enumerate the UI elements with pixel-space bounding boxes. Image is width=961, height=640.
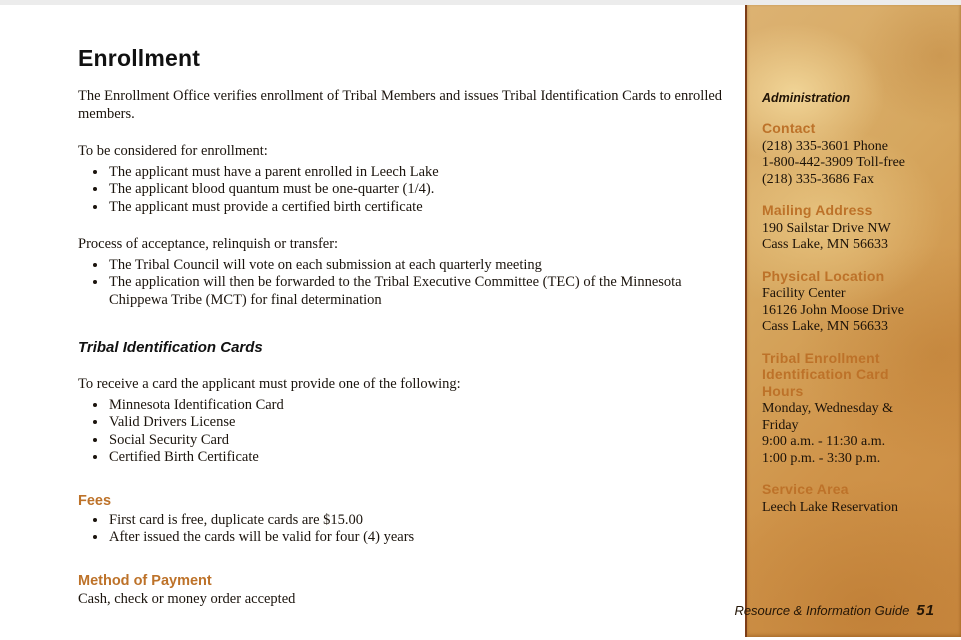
bullet-item: • The application will then be forwarded to the Tribal Executive Committee (TEC) of the Minnesota Chippewa Tribe (MCT) for final determination: [108, 274, 736, 309]
sidebar-info-block: [762, 268, 933, 336]
list-intro: To receive a card the applicant must provide one of the following:: [78, 376, 461, 392]
sidebar-line: (218) 335-3601 Phone: [762, 138, 888, 154]
sidebar-line: 190 Sailstar Drive NW: [762, 220, 891, 236]
list-block: [78, 376, 736, 467]
paragraph-block: [78, 88, 736, 123]
sidebar-heading: Contact: [762, 120, 816, 136]
sidebar-heading: Tribal Enrollment Identification Card Hours: [762, 349, 889, 399]
paragraph: The Enrollment Office verifies enrollment of Tribal Members and issues Tribal Identification Cards to enrolled members.: [78, 88, 723, 122]
sidebar-info-block: [762, 120, 933, 188]
bullet-list: [78, 164, 736, 217]
bullet-item: • The applicant blood quantum must be one-quarter (1/4).: [108, 181, 736, 199]
sidebar-blocks: [762, 120, 933, 516]
orange-list-block: [78, 493, 736, 547]
info-sidebar: [734, 5, 961, 637]
sidebar-line: 16126 John Moose Drive: [762, 302, 904, 318]
section-heading: Fees: [78, 492, 112, 509]
main-content-blocks: [78, 88, 736, 608]
sidebar-info-block: [762, 350, 933, 468]
bullet-item: • Minnesota Identification Card: [108, 397, 736, 415]
bullet-item: • First card is free, duplicate cards are $15.00: [108, 512, 736, 530]
sidebar-line: Facility Center: [762, 286, 846, 301]
bullet-item: • Valid Drivers License: [108, 414, 736, 432]
sidebar-info-block: [762, 481, 933, 516]
list-block: [78, 143, 736, 216]
bullet-item: • The applicant must have a parent enrolled in Leech Lake: [108, 164, 736, 182]
sidebar-heading: Physical Location: [762, 267, 885, 284]
list-block: [78, 236, 736, 309]
guide-title: Resource & Information Guide: [734, 603, 910, 618]
bullet-list: [78, 512, 736, 547]
orange-para-block: [78, 573, 736, 609]
section-subheading: Tribal Identification Cards: [78, 339, 263, 356]
bullet-item: • Certified Birth Certificate: [108, 449, 736, 467]
bullet-item: • The Tribal Council will vote on each submission at each quarterly meeting: [108, 257, 736, 275]
sidebar-department-label: Administration: [762, 91, 851, 105]
page-number: 51: [916, 602, 935, 619]
sidebar-line: 1-800-442-3909 Toll-free: [762, 155, 906, 170]
main-content: [78, 46, 736, 608]
bullet-item: • The applicant must provide a certified birth certificate: [108, 199, 736, 217]
sidebar-footer: [734, 602, 935, 619]
paragraph: Cash, check or money order accepted: [78, 590, 296, 607]
page-title: Enrollment: [78, 45, 201, 71]
sidebar-heading: Service Area: [762, 481, 849, 497]
sidebar-line: Monday, Wednesday & Friday: [762, 401, 894, 433]
bullet-item: • After issued the cards will be valid for four (4) years: [108, 529, 736, 547]
sidebar-line: Leech Lake Reservation: [762, 499, 899, 515]
sidebar-line: Cass Lake, MN 56633: [762, 237, 888, 252]
list-intro: Process of acceptance, relinquish or transfer:: [78, 236, 339, 252]
bullet-list: [78, 257, 736, 310]
sidebar-line: (218) 335-3686 Fax: [762, 171, 874, 187]
sidebar-line: Cass Lake, MN 56633: [762, 319, 888, 334]
bullet-list: [78, 397, 736, 467]
sidebar-line: 9:00 a.m. - 11:30 a.m.: [762, 434, 886, 449]
sidebar-line: 1:00 p.m. - 3:30 p.m.: [762, 450, 881, 466]
list-intro: To be considered for enrollment:: [78, 143, 268, 159]
section-heading: Method of Payment: [78, 572, 212, 589]
sidebar-heading: Mailing Address: [762, 202, 873, 218]
bullet-item: • Social Security Card: [108, 432, 736, 450]
sidebar-info-block: [762, 202, 933, 254]
